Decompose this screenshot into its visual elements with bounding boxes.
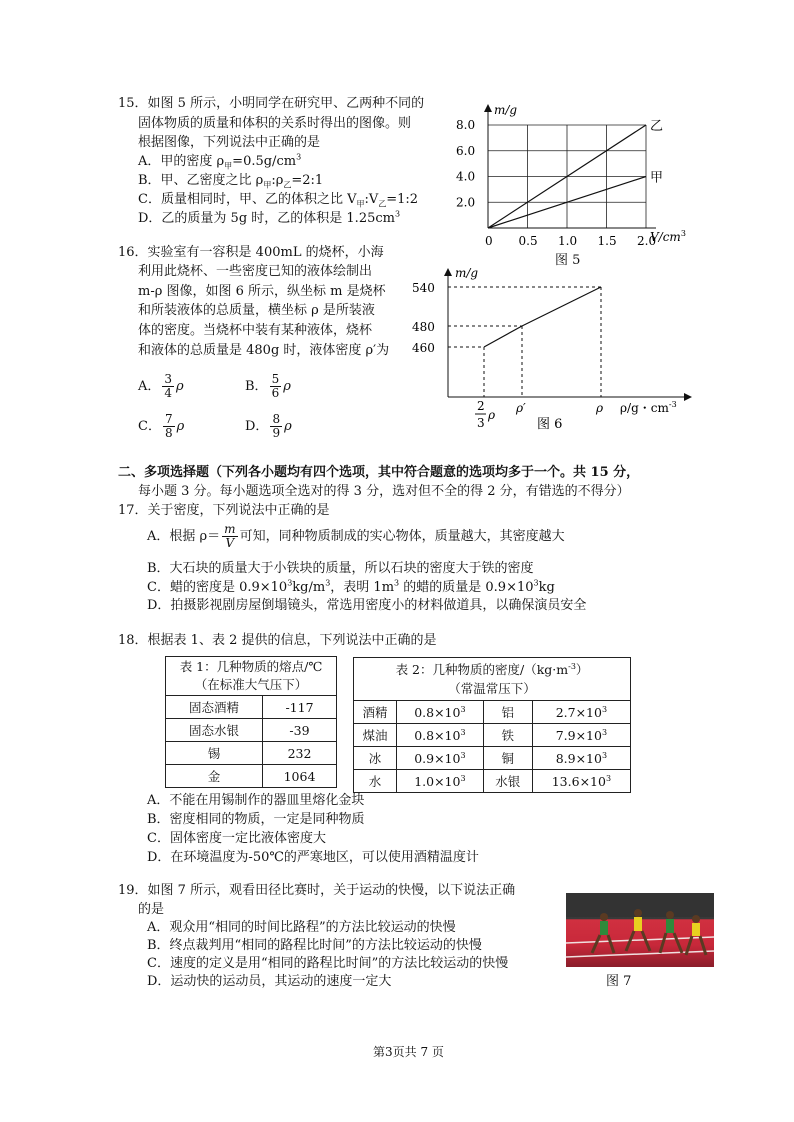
fig6-caption: 图 6 (537, 417, 563, 432)
q17-option-b: B．大石块的质量大于小铁块的质量，所以石块的密度大于铁的密度 (147, 561, 534, 576)
q19-option-a: A．观众用“相同的时间比路程”的方法比较运动的快慢 (147, 920, 456, 935)
q16-line-6: 和液体的总质量是 480g 时，液体密度 ρ′为 (138, 343, 390, 358)
fig5-x-ticks (519, 234, 657, 248)
q18-option-c: C．固体密度一定比液体密度大 (147, 831, 326, 846)
q16-line-4: 和所装液体的总质量，横坐标 ρ 是所装液 (138, 303, 375, 318)
q17-option-c: C．蜡的密度是 $0.9\times 10^3kg/m^3$，表明 $1m^3$ 的蜡的质量是 $0.9\times 10^3kg$ (147, 578, 555, 595)
table-row: 锡 232 (166, 742, 337, 765)
q15-option-d: D．乙的质量为 5g 时，乙的体积是 $1.25cm^3$ (138, 209, 401, 226)
fig6-frac-den: 3 (477, 416, 485, 430)
figure-7-photo (566, 893, 714, 967)
q15-line-3: 根据图像，下列说法中正确的是 (138, 135, 321, 150)
q15-option-c: C．质量相同时，甲、乙的体积之比 $V_甲:V_乙=1:2$ (138, 192, 419, 209)
q16-option-a: A． $\frac{3}{4}$ ρ (138, 372, 184, 400)
table-2-densities (353, 657, 631, 793)
q17-option-d: D．拍摄影视剧房屋倒塌镜头，常选用密度小的材料做道具，以确保演员安全 (147, 598, 587, 613)
fig5-label-jia: 甲 (650, 170, 664, 186)
q15-line-1: 15．如图 5 所示，小明同学在研究甲、乙两种不同的 (118, 96, 425, 111)
q17-option-a: A．根据 ρ＝ $\frac{m}{V}$ 可知，同种物质制成的实心物体，质量越大，其密度越大 (147, 522, 565, 550)
q18-option-b: B．密度相同的物质，一定是同种物质 (147, 812, 365, 827)
q19-line-2: 的是 (138, 902, 165, 917)
fig6-x-rho: ρ (596, 401, 604, 415)
table-row: 煤油 $0.8\times 10^3$ 铁 $7.9\times 10^3$ (354, 724, 631, 747)
fig5-xtick-label: 2.0 (637, 234, 657, 248)
table-row: 酒精 $0.8\times 10^3$ 铝 $2.7\times 10^3$ (354, 701, 631, 724)
q16-line-1: 16．实验室有一容积是 400mL 的烧杯，小海 (118, 245, 384, 260)
q19-option-d: D．运动快的运动员，其运动的速度一定大 (147, 974, 392, 989)
q16-option-c: C． $\frac{7}{8}$ ρ (138, 412, 185, 440)
fig5-caption: 图 5 (555, 253, 581, 268)
fig6-ytick-540: 540 (412, 281, 435, 295)
table-row: 固态酒精 -117 (166, 696, 337, 719)
fig6-frac-num: 2 (477, 399, 485, 413)
section2-line-2: 每小题 3 分。每小题选项全选对的得 3 分，选对但不全的得 2 分，有错选的不得分） (138, 484, 630, 499)
fig5-origin-label: 0 (485, 234, 493, 248)
q16-line-2: 利用此烧杯、一些密度已知的液体绘制出 (138, 264, 373, 279)
table-row: 金 1064 (166, 765, 337, 788)
q17-stem: 17．关于密度，下列说法中正确的是 (118, 503, 330, 518)
fig6-x-axis-label: ρ/g・$cm^{-3}$ (620, 400, 677, 415)
fig6-x-rho-two-thirds: ρ (488, 408, 496, 422)
q16-line-5: 体的密度。当烧杯中装有某种液体，烧杯 (138, 323, 373, 338)
table2-title: 表 2：几种物质的密度$/(kg\cdot m^{-3})$ （常温常压下） (354, 658, 631, 701)
q19-option-b: B．终点裁判用“相同的路程比时间”的方法比较运动的快慢 (147, 938, 482, 953)
q15-option-a: A．甲的密度 $\rho_甲=0.5g/cm^3$ (138, 152, 302, 171)
fig5-ytick-label: 4.0 (456, 169, 476, 184)
table-1-melting-points (165, 656, 337, 788)
table1-title: 表 1：几种物质的熔点/℃ （在标准大气压下） (166, 657, 337, 696)
q18-option-d: D．在环境温度为-50℃的严寒地区，可以使用酒精温度计 (147, 850, 479, 865)
fig5-axes (488, 106, 656, 228)
q19-line-1: 19．如图 7 所示，观看田径比赛时，关于运动的快慢，以下说法正确 (118, 883, 516, 898)
fig6-ytick-460: 460 (412, 341, 435, 355)
fig5-x-axis-label: $V/cm^3$ (650, 229, 686, 244)
table-row: 冰 $0.9\times 10^3$ 铜 $8.9\times 10^3$ (354, 747, 631, 770)
table-row: 水 $1.0\times 10^3$ 水银 $13.6\times 10^3$ (354, 770, 631, 793)
runners-illustration (566, 893, 714, 967)
fig5-ytick-label: 2.0 (456, 195, 476, 210)
q15-option-b: B．甲、乙密度之比 $\rho_甲:\rho_乙=2:1$ (138, 173, 324, 190)
fig5-xtick-label: 1.0 (558, 234, 578, 248)
q16-option-b: B． $\frac{5}{6}$ ρ (245, 372, 291, 400)
table-row: 固态水银 -39 (166, 719, 337, 742)
figure-6-diagram (400, 262, 700, 442)
fig5-ytick-label: 8.0 (456, 118, 476, 132)
q19-option-c: C．速度的定义是用“相同的路程比时间”的方法比较运动的快慢 (147, 956, 509, 971)
q18-stem: 18．根据表 1、表 2 提供的信息，下列说法中正确的是 (118, 633, 437, 648)
fig5-y-axis-label: m/g (494, 103, 518, 117)
q16-option-d: D． $\frac{8}{9}$ ρ (245, 412, 292, 440)
fig6-y-axis-label: m/g (455, 266, 479, 280)
fig6-data-line (484, 287, 601, 347)
q16-line-3: m-ρ 图像，如图 6 所示，纵坐标 m 是烧杯 (138, 284, 386, 299)
figure-5-chart (450, 100, 686, 270)
fig5-xtick-label: 0.5 (518, 234, 538, 248)
fig6-x-rho-prime: ρ′ (516, 401, 526, 415)
fig7-caption: 图 7 (606, 974, 632, 989)
page-footer: 第3页共 7 页 (373, 1045, 444, 1059)
fig6-ytick-480: 480 (412, 320, 435, 334)
q15-line-2: 固体物质的质量和体积的关系时得出的图像。则 (138, 116, 412, 131)
fig5-xtick-label: 1.5 (597, 234, 617, 248)
fig5-label-yi: 乙 (650, 119, 664, 134)
section2-line-1: 二、多项选择题（下列各小题均有四个选项，其中符合题意的选项均多于一个。共 15 分， (118, 465, 640, 480)
q18-option-a: A．不能在用锡制作的器皿里熔化金块 (147, 793, 365, 808)
fig5-ytick-label: 6.0 (456, 143, 476, 158)
fig5-y-ticks (456, 118, 475, 209)
